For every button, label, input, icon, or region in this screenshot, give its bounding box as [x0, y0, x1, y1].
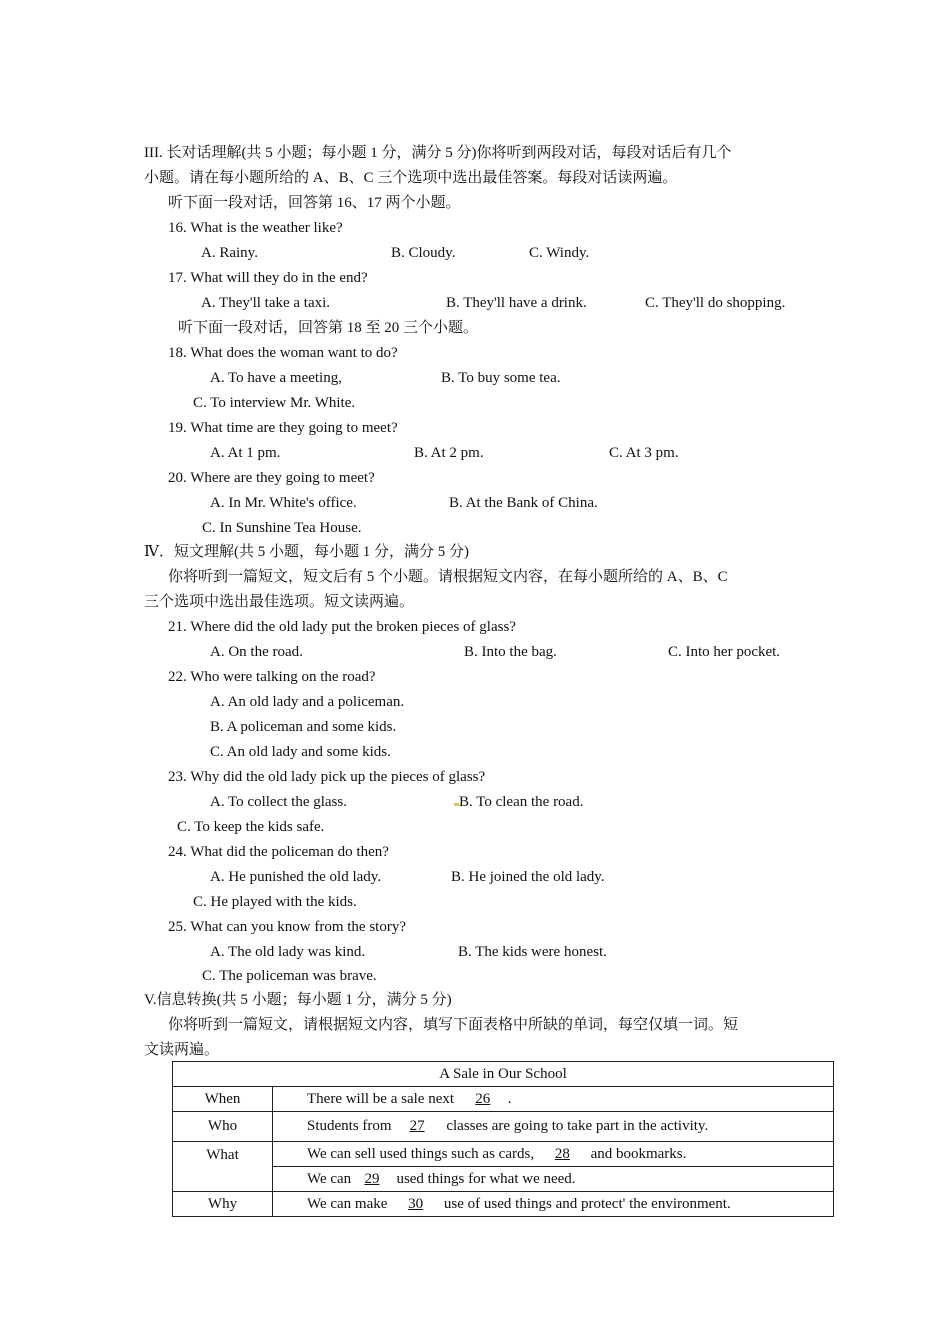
- row-content-when: [273, 1087, 834, 1112]
- q22-option-c: C. An old lady and some kids.: [210, 744, 391, 760]
- section5-intro-line2: 文读两遍。: [144, 1042, 220, 1058]
- section3-header-line1: III. 长对话理解(共 5 小题；每小题 1 分，满分 5 分)你将听到两段对话，每段对话后有几个: [144, 145, 732, 161]
- q20-option-b: B. At the Bank of China.: [449, 495, 598, 511]
- q22-option-a: A. An old lady and a policeman.: [210, 694, 405, 710]
- row-content-what-1: [273, 1142, 834, 1167]
- q23-option-c: C. To keep the kids safe.: [177, 819, 325, 835]
- q19-option-b: B. At 2 pm.: [414, 445, 484, 461]
- row-content-why: [273, 1192, 834, 1217]
- row-label-what: What: [173, 1142, 273, 1192]
- q19-option-a: A. At 1 pm.: [210, 445, 281, 461]
- section3-header-line2: 小题。请在每小题所给的 A、B、C 三个选项中选出最佳答案。每段对话读两遍。: [144, 170, 678, 186]
- dialog1-intro: 听下面一段对话，回答第 16、17 两个小题。: [168, 195, 461, 211]
- blank-26[interactable]: 26: [475, 1090, 491, 1107]
- q22-question: 22. Who were talking on the road?: [168, 669, 376, 685]
- q21-option-c: C. Into her pocket.: [668, 644, 781, 660]
- q24-question: 24. What did the policeman do then?: [168, 844, 389, 860]
- q18-option-c: C. To interview Mr. White.: [193, 395, 356, 411]
- q19-question: 19. What time are they going to meet?: [168, 420, 398, 436]
- why-text-pre: We can make: [307, 1195, 388, 1212]
- q20-question: 20. Where are they going to meet?: [168, 470, 375, 486]
- info-table: [172, 1061, 834, 1217]
- row-label-who: Who: [173, 1112, 273, 1142]
- what1-text-pre: We can sell used things such as cards,: [307, 1145, 535, 1162]
- what1-text-post: and bookmarks.: [590, 1145, 687, 1162]
- q18-question: 18. What does the woman want to do?: [168, 345, 398, 361]
- q25-question: 25. What can you know from the story?: [168, 919, 407, 935]
- q24-option-b: B. He joined the old lady.: [451, 869, 605, 885]
- q25-option-a: A. The old lady was kind.: [210, 944, 366, 960]
- blank-28[interactable]: 28: [554, 1145, 570, 1162]
- q18-option-b: B. To buy some tea.: [441, 370, 561, 386]
- table-title: A Sale in Our School: [173, 1062, 834, 1087]
- section4-intro-line1: 你将听到一篇短文，短文后有 5 个小题。请根据短文内容，在每小题所给的 A、B、C: [168, 569, 728, 585]
- q16-option-c: C. Windy.: [529, 245, 590, 261]
- row-content-who: [273, 1112, 834, 1142]
- q20-option-c: C. In Sunshine Tea House.: [202, 520, 362, 536]
- q25-option-c: C. The policeman was brave.: [202, 968, 377, 984]
- what2-text-pre: We can: [307, 1170, 352, 1187]
- section5-intro-line1: 你将听到一篇短文，请根据短文内容，填写下面表格中所缺的单词，每空仅填一词。短: [168, 1017, 739, 1033]
- q16-question: 16. What is the weather like?: [168, 220, 343, 236]
- when-text-post: .: [507, 1090, 512, 1107]
- q25-option-b: B. The kids were honest.: [458, 944, 607, 960]
- why-text-post: use of used things and protect' the environment.: [443, 1195, 731, 1212]
- row-label-why: Why: [173, 1192, 273, 1217]
- q17-option-a: A. They'll take a taxi.: [201, 295, 331, 311]
- who-text-pre: Students from: [307, 1118, 392, 1134]
- q17-question: 17. What will they do in the end?: [168, 270, 368, 286]
- blank-30[interactable]: 30: [408, 1195, 424, 1212]
- q24-option-a: A. He punished the old lady.: [210, 869, 382, 885]
- q24-option-c: C. He played with the kids.: [193, 894, 357, 910]
- q20-option-a: A. In Mr. White's office.: [210, 495, 357, 511]
- section4-intro-line2: 三个选项中选出最佳选项。短文读两遍。: [144, 594, 415, 610]
- q16-option-b: B. Cloudy.: [391, 245, 456, 261]
- when-text-pre: There will be a sale next: [307, 1090, 455, 1107]
- row-label-when: When: [173, 1087, 273, 1112]
- q23-question: 23. Why did the old lady pick up the pieces of glass?: [168, 769, 486, 785]
- q18-option-a: A. To have a meeting,: [210, 370, 342, 386]
- q17-option-b: B. They'll have a drink.: [446, 295, 587, 311]
- q23-option-b: B. To clean the road.: [459, 794, 584, 810]
- q21-question: 21. Where did the old lady put the broken pieces of glass?: [168, 619, 516, 635]
- dialog2-intro: 听下面一段对话，回答第 18 至 20 三个小题。: [178, 320, 479, 336]
- q22-option-b: B. A policeman and some kids.: [210, 719, 397, 735]
- who-text-post: classes are going to take part in the activity.: [446, 1118, 709, 1134]
- q23-option-a: A. To collect the glass.: [210, 794, 347, 810]
- q17-option-c: C. They'll do shopping.: [645, 295, 786, 311]
- section5-header: V.信息转换(共 5 小题；每小题 1 分，满分 5 分): [144, 992, 452, 1008]
- q16-option-a: A. Rainy.: [201, 245, 258, 261]
- blank-27[interactable]: 27: [409, 1118, 425, 1134]
- q19-option-c: C. At 3 pm.: [609, 445, 679, 461]
- blank-29[interactable]: 29: [364, 1170, 380, 1187]
- row-content-what-2: [273, 1167, 834, 1192]
- section4-header: Ⅳ．短文理解(共 5 小题，每小题 1 分，满分 5 分): [144, 544, 469, 560]
- what2-text-post: used things for what we need.: [396, 1170, 576, 1187]
- q21-option-a: A. On the road.: [210, 644, 303, 660]
- q21-option-b: B. Into the bag.: [464, 644, 557, 660]
